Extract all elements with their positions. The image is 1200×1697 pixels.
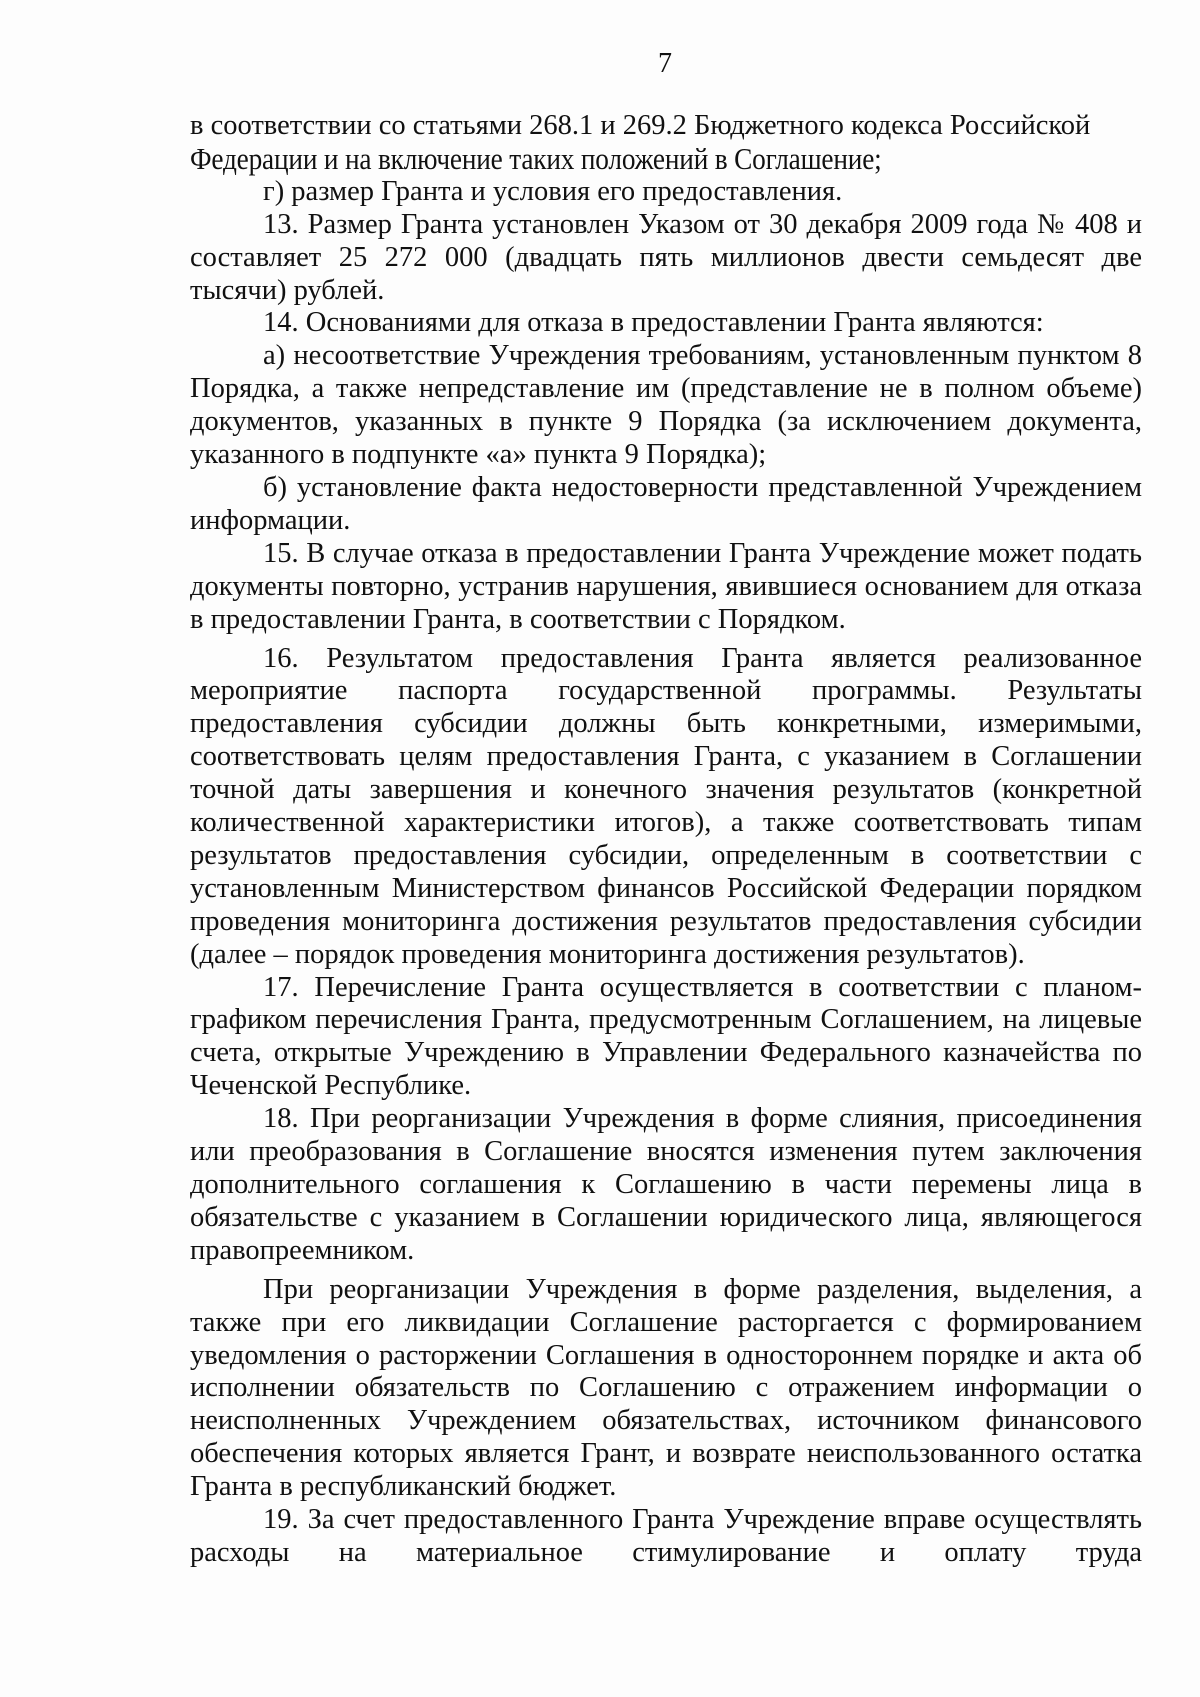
paragraph-continuation-emphasis: Федерации и на включение таких положений в Соглашение; bbox=[190, 140, 882, 176]
document-body bbox=[190, 110, 1142, 1570]
paragraph-16: 16. Результатом предоставления Гранта является реализованное мероприятие паспорта государственной программы. Результаты предоставления субсидии должны быть конкретными, измеримыми, соответствовать целям предоставления Гранта, с указанием в Соглашении точной даты завершения и конечного значения результатов (конкретной количественной характеристики итогов), а также соответствовать типам результатов предоставления субсидии, определенным в соответствии с установленным Министерством финансов Российской Федерации порядком проведения мониторинга достижения результатов предоставления субсидии (далее – порядок проведения мониторинга достижения результатов). bbox=[190, 642, 1142, 970]
page-number: 7 bbox=[658, 48, 672, 79]
paragraph-19: 19. За счет предоставленного Гранта Учреждение вправе осуществлять расходы на материальное стимулирование и оплату труда bbox=[190, 1504, 1142, 1568]
paragraph-15: 15. В случае отказа в предоставлении Гранта Учреждение может подать документы повторно, устранив нарушения, явившиеся основанием для отказа в предоставлении Гранта, в соответствии с Порядком. bbox=[190, 537, 1142, 635]
paragraph-13: 13. Размер Гранта установлен Указом от 30 декабря 2009 года № 408 и составляет 25 272 000 (двадцать пять миллионов двести семьдесят две тысячи) рублей. bbox=[190, 208, 1142, 306]
subpoint-g: г) размер Гранта и условия его предоставления. bbox=[263, 175, 843, 207]
paragraph-17: 17. Перечисление Гранта осуществляется в соответствии с планом-графиком перечисления Гранта, предусмотренным Соглашением, на лицевые счета, открытые Учреждению в Управлении Федерального казначейства по Чеченской Республике. bbox=[190, 971, 1142, 1102]
paragraph-continuation: в соответствии со статьями 268.1 и 269.2 Бюджетного кодекса Российской bbox=[190, 110, 1091, 141]
paragraph-18: 18. При реорганизации Учреждения в форме слияния, присоединения или преобразования в Соглашение вносятся изменения путем заключения дополнительного соглашения к Соглашению в части перемены лица в обязательстве с указанием в Соглашении юридического лица, являющегося правопреемником. bbox=[190, 1103, 1142, 1266]
subpoint-b: б) установление факта недостоверности представленной Учреждением информации. bbox=[190, 471, 1142, 536]
subpoint-a: а) несоответствие Учреждения требованиям, установленным пунктом 8 Порядка, а также непредставление им (представление не в полном объеме) документов, указанных в пункте 9 Порядка (за исключением документа, указанного в подпункте «а» пункта 9 Порядка); bbox=[190, 340, 1142, 471]
paragraph-14: 14. Основаниями для отказа в предоставлении Гранта являются: bbox=[263, 307, 1044, 339]
paragraph-18-continued: При реорганизации Учреждения в форме разделения, выделения, а также при его ликвидации Соглашение расторгается с формированием уведомления о расторжении Соглашения в одностороннем порядке и акта об исполнении обязательств по Соглашению с отражением информации о неисполненных Учреждением обязательствах, источником финансового обеспечения которых является Грант, и возврате неиспользованного остатка Гранта в республиканский бюджет. bbox=[190, 1273, 1142, 1503]
